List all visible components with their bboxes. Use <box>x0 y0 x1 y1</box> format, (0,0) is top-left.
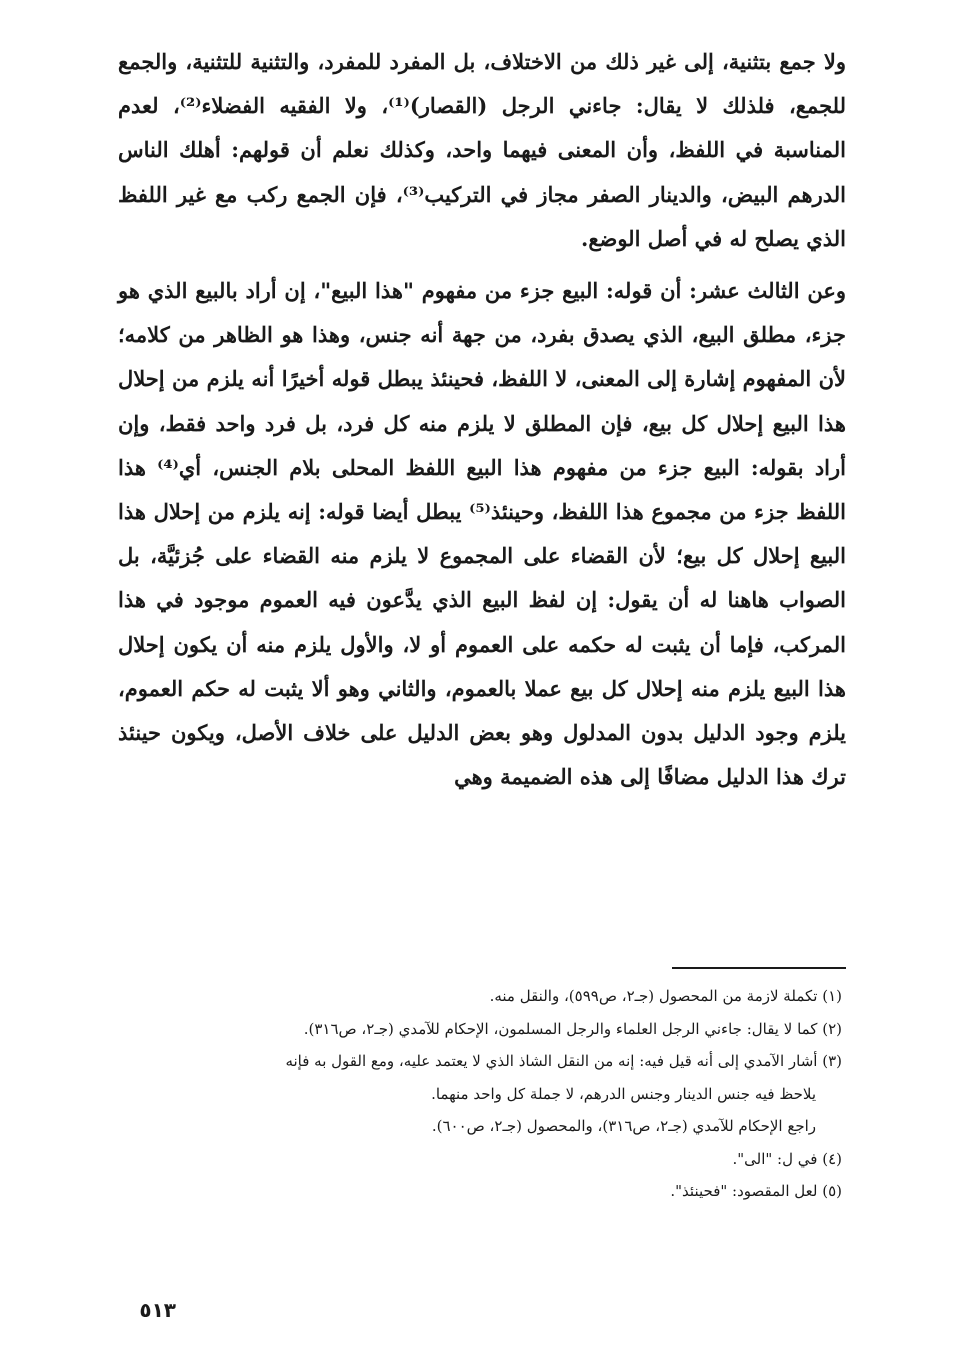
footnote-3-continuation: يلاحظ فيه جنس الدينار وجنس الدرهم، لا جملة كل واحد منهما. <box>431 1084 816 1103</box>
paragraph-1: ولا جمع بتثنية، إلى غير ذلك من الاختلاف، بل المفرد للمفرد، والتثنية للتثنية، والجمع للجمع، فلذلك لا يقال: جاءني الرجل (القصار)⁽¹⁾، ولا الفقيه الفضلاء⁽²⁾، لعدم المناسبة في اللفظ، وأن المعنى فيهما واحد، وكذلك نعلم أن قولهم: أهلك الناس الدرهم البيض، والدينار الصفر مجاز في التركيب⁽³⁾، فإن الجمع ركب مع غير اللفظ الذي يصلح له في أصل الوضع. <box>118 49 847 251</box>
page-number: ٥١٣ <box>139 1298 176 1322</box>
main-text <box>118 40 846 799</box>
footnotes <box>122 980 842 1208</box>
footnote-3-reference: راجع الإحكام للآمدي (جـ٢، ص٣١٦)، والمحصول (جـ٢، ص٦٠٠). <box>431 1117 816 1135</box>
footnote-separator <box>672 967 846 969</box>
paragraph-2: وعن الثالث عشر: أن قوله: البيع جزء من مفهوم "هذا البيع"، إن أراد بالبيع الذي هو جزء، مطلق البيع، الذي يصدق بفرد، من جهة أنه جنس، وهذا هو الظاهر من كلامه؛ لأن المفهوم إشارة إلى المعنى، لا اللفظ، فحينئذ يبطل قوله أخيرًا أنه يلزم من إحلال هذا البيع إحلال كل بيع، فإن المطلق لا يلزم منه كل فرد، بل فرد واحد فقط، وإن أراد بقوله: البيع جزء من مفهوم هذا البيع اللفظ المحلى بلام الجنس، أي⁽⁴⁾ هذا اللفظ جزء من مجموع هذا اللفظ، وحينئذ⁽⁵⁾ يبطل أيضا قوله: إنه يلزم من إحلال هذا البيع إحلال كل بيع؛ لأن القضاء على المجموع لا يلزم منه القضاء على جُزئيَّة، بل الصواب هاهنا له أن يقول: إن لفظ البيع الذي يدَّعون فيه العموم موجود في هذا المركب، فإما أن يثبت له حكمه على العموم أو لا، والأول يلزم منه أن يكون إحلال هذا البيع يلزم منه إحلال كل بيع عملا بالعموم، والثاني وهو ألا يثبت له حكم العموم، يلزم وجود الدليل بدون المدلول وهو بعض الدليل على خلاف الأصل، ويكون حينئذ ترك هذا الدليل مضافًا إلى هذه الضميمة وهي <box>118 278 846 790</box>
footnote-4: (٤) في ل: "الى". <box>732 1149 842 1168</box>
footnote-3: (٣) أشار الآمدي إلى أنه قيل فيه: إنه من النقل الشاذ الذي لا يعتمد عليه، ومع القول به فإنه <box>285 1052 842 1070</box>
footnote-5: (٥) لعل المقصود: "فحينئذ". <box>670 1182 842 1200</box>
footnote-2: (٢) كما لا يقال: جاءني الرجل العلماء والرجل المسلمون، الإحكام للآمدي (جـ٢، ص٣١٦). <box>303 1019 842 1038</box>
footnote-1: (١) تكملة لازمة من المحصول (جـ٢، ص٥٩٩)، والنقل منه. <box>489 987 842 1005</box>
